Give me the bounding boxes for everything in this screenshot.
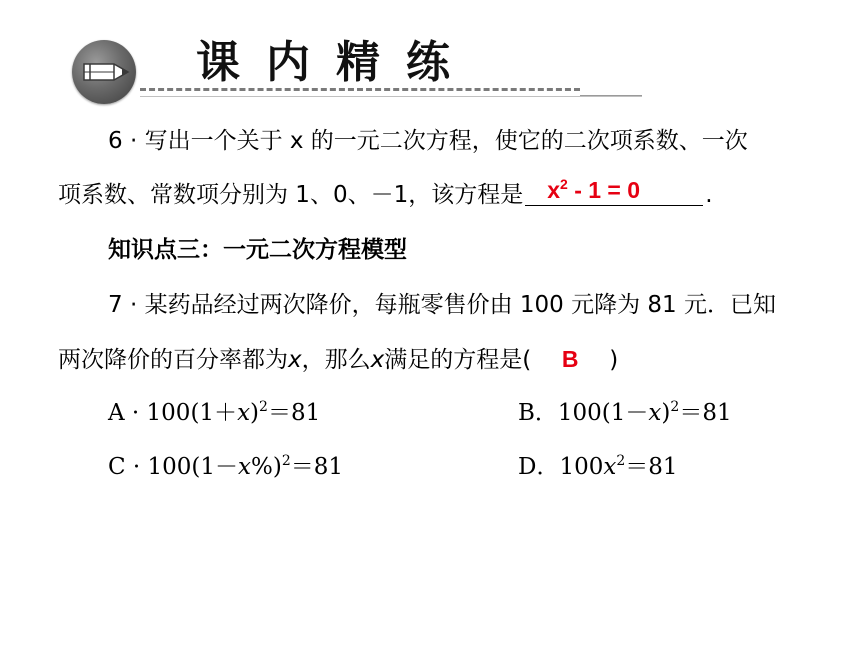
q7-var-2: x — [370, 347, 385, 373]
q6-answer-rest: - 1 = 0 — [567, 177, 641, 203]
option-b-pre: B．100(1－ — [518, 400, 649, 426]
option-d-exp: 2 — [616, 453, 626, 469]
q7-option-a — [108, 398, 320, 428]
option-c-tail: ＝81 — [290, 454, 344, 480]
option-b-post: ) — [661, 400, 671, 426]
q7-line2-c: 满足的方程是( — [384, 347, 532, 373]
option-a-tail: ＝81 — [267, 400, 321, 426]
q6-end: . — [705, 182, 713, 208]
page-title: 课内精练 — [196, 37, 476, 88]
option-c-exp: 2 — [281, 453, 291, 469]
header-dashed-rule — [140, 88, 580, 91]
option-c-post: %) — [251, 454, 282, 480]
option-a-exp: 2 — [259, 399, 268, 415]
q6-answer-blank — [525, 176, 703, 206]
section3-title: 知识点三：一元二次方程模型 — [108, 237, 407, 263]
option-a-post: ) — [250, 400, 260, 426]
q7-line2-b: ，那么 — [301, 347, 371, 373]
pencil-badge — [72, 40, 136, 104]
q7-option-c — [108, 452, 343, 482]
q7-var-1: x — [288, 347, 302, 373]
q7-line2-a: 两次降价的百分率都为 — [58, 347, 288, 373]
q6-line2-text: 项系数、常数项分别为 1、0、－1，该方程是 — [58, 182, 524, 208]
option-a-pre: A · 100(1＋ — [108, 400, 238, 426]
q6-line1: 6 · 写出一个关于 x 的一元二次方程，使它的二次项系数、一次 — [108, 128, 748, 154]
option-c-pre: C · 100(1－ — [108, 454, 239, 480]
q6-answer-base: x — [547, 177, 561, 203]
q7-line1: 7 · 某药品经过两次降价，每瓶零售价由 100 元降为 81 元．已知 — [108, 292, 776, 318]
q6-answer-exp: 2 — [560, 176, 568, 192]
option-d-pre: D．100 — [518, 454, 604, 480]
q7-line2 — [58, 344, 618, 375]
option-a-var: x — [237, 400, 251, 426]
option-c-var: x — [238, 454, 252, 480]
pencil-icon — [72, 40, 136, 104]
option-b-var: x — [648, 400, 662, 426]
option-d-tail: ＝81 — [625, 454, 678, 480]
option-b-tail: ＝81 — [679, 400, 732, 426]
q7-option-b — [518, 398, 732, 428]
header-underline — [140, 96, 642, 97]
q6-line2 — [58, 176, 713, 210]
option-b-exp: 2 — [670, 399, 680, 415]
q7-paren-close: ) — [609, 347, 619, 373]
option-d-var: x — [603, 454, 617, 480]
q7-answer: B — [561, 346, 579, 372]
section-header — [0, 0, 860, 110]
q7-option-d — [518, 452, 678, 482]
q6-answer — [547, 175, 640, 205]
